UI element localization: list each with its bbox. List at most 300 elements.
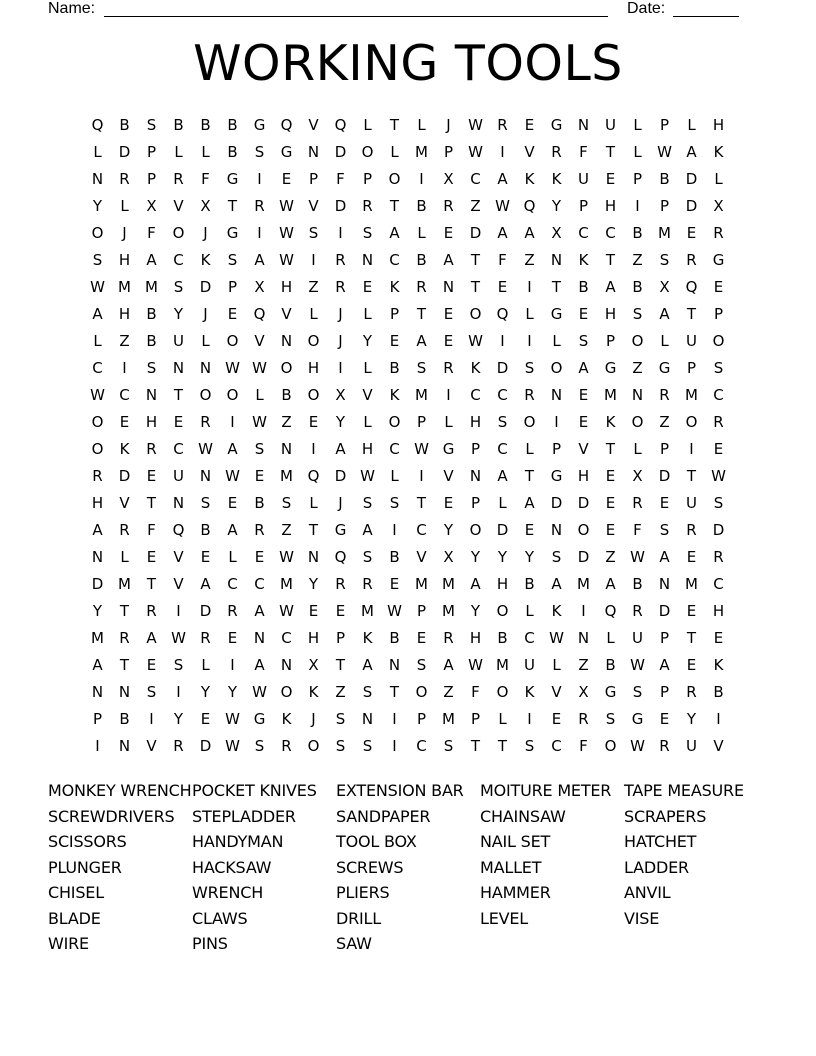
grid-letter[interactable]: S [362, 548, 373, 566]
grid-letter[interactable]: J [122, 224, 127, 242]
grid-letter[interactable]: E [686, 602, 697, 620]
grid-letter[interactable]: E [713, 629, 724, 647]
grid-letter[interactable]: C [92, 359, 103, 377]
grid-letter[interactable]: D [334, 467, 347, 485]
grid-letter[interactable]: P [92, 710, 103, 728]
grid-letter[interactable]: P [551, 440, 562, 458]
grid-letter[interactable]: H [712, 602, 725, 620]
grid-letter[interactable]: W [630, 737, 645, 755]
grid-letter[interactable]: E [119, 413, 130, 431]
grid-letter[interactable]: N [199, 359, 212, 377]
grid-letter[interactable]: L [444, 413, 453, 431]
grid-letter[interactable]: F [147, 224, 156, 242]
grid-letter[interactable]: M [280, 575, 293, 593]
grid-letter[interactable]: D [496, 521, 509, 539]
grid-letter[interactable]: N [388, 656, 401, 674]
grid-letter[interactable]: Z [632, 359, 643, 377]
grid-letter[interactable]: G [253, 116, 266, 134]
grid-letter[interactable]: N [442, 278, 455, 296]
grid-letter[interactable]: T [470, 737, 481, 755]
grid-letter[interactable]: H [604, 197, 617, 215]
grid-letter[interactable]: T [308, 521, 319, 539]
grid-letter[interactable]: L [363, 359, 372, 377]
grid-letter[interactable]: I [176, 602, 181, 620]
grid-letter[interactable]: O [388, 170, 401, 188]
grid-letter[interactable]: K [713, 143, 724, 161]
grid-letter[interactable]: R [443, 197, 454, 215]
grid-letter[interactable]: T [227, 197, 238, 215]
grid-letter[interactable]: H [280, 278, 293, 296]
grid-letter[interactable]: L [201, 332, 210, 350]
grid-letter[interactable]: D [496, 359, 509, 377]
grid-letter[interactable]: E [578, 386, 589, 404]
grid-letter[interactable]: I [230, 413, 235, 431]
grid-letter[interactable]: R [146, 440, 157, 458]
grid-letter[interactable]: N [91, 170, 104, 188]
grid-letter[interactable]: D [334, 197, 347, 215]
grid-letter[interactable]: S [632, 305, 643, 323]
grid-letter[interactable]: G [604, 683, 617, 701]
grid-letter[interactable]: I [500, 332, 505, 350]
grid-letter[interactable]: S [173, 278, 184, 296]
grid-letter[interactable]: W [171, 629, 186, 647]
grid-letter[interactable]: E [659, 710, 670, 728]
grid-letter[interactable]: H [604, 305, 617, 323]
grid-letter[interactable]: A [497, 467, 508, 485]
grid-letter[interactable]: K [389, 278, 400, 296]
grid-letter[interactable]: J [446, 116, 451, 134]
grid-letter[interactable]: O [307, 737, 320, 755]
grid-letter[interactable]: B [632, 224, 643, 242]
grid-letter[interactable]: U [524, 656, 535, 674]
grid-letter[interactable]: T [686, 629, 697, 647]
grid-letter[interactable]: A [470, 575, 481, 593]
grid-letter[interactable]: O [226, 332, 239, 350]
grid-letter[interactable]: I [527, 332, 532, 350]
grid-letter[interactable]: T [335, 656, 346, 674]
grid-letter[interactable]: P [659, 629, 670, 647]
grid-letter[interactable]: Y [92, 602, 103, 620]
grid-letter[interactable]: A [146, 251, 157, 269]
grid-letter[interactable]: I [122, 359, 127, 377]
grid-letter[interactable]: A [92, 305, 103, 323]
grid-letter[interactable]: L [633, 440, 642, 458]
grid-letter[interactable]: S [443, 737, 454, 755]
grid-letter[interactable]: G [604, 359, 617, 377]
grid-letter[interactable]: P [443, 143, 454, 161]
grid-letter[interactable]: F [579, 737, 588, 755]
grid-letter[interactable]: D [550, 494, 563, 512]
grid-letter[interactable]: S [389, 494, 400, 512]
grid-letter[interactable]: W [279, 602, 294, 620]
grid-letter[interactable]: E [686, 548, 697, 566]
grid-letter[interactable]: V [281, 305, 292, 323]
grid-letter[interactable]: W [252, 359, 267, 377]
grid-letter[interactable]: X [335, 386, 346, 404]
grid-letter[interactable]: X [308, 656, 319, 674]
grid-letter[interactable]: S [362, 494, 373, 512]
grid-letter[interactable]: A [443, 656, 454, 674]
grid-letter[interactable]: D [685, 170, 698, 188]
grid-letter[interactable]: E [281, 170, 292, 188]
grid-letter[interactable]: L [309, 494, 318, 512]
grid-letter[interactable]: Y [308, 575, 319, 593]
grid-letter[interactable]: I [338, 359, 343, 377]
grid-letter[interactable]: T [605, 143, 616, 161]
grid-letter[interactable]: S [335, 710, 346, 728]
grid-letter[interactable]: I [716, 710, 721, 728]
grid-letter[interactable]: E [254, 467, 265, 485]
grid-letter[interactable]: N [550, 251, 563, 269]
grid-letter[interactable]: W [279, 224, 294, 242]
grid-letter[interactable]: I [689, 440, 694, 458]
grid-letter[interactable]: T [173, 386, 184, 404]
grid-letter[interactable]: Q [334, 548, 347, 566]
grid-letter[interactable]: O [712, 332, 725, 350]
grid-letter[interactable]: S [335, 737, 346, 755]
grid-letter[interactable]: O [307, 386, 320, 404]
grid-letter[interactable]: M [442, 710, 455, 728]
grid-letter[interactable]: C [254, 575, 265, 593]
grid-letter[interactable]: M [685, 386, 698, 404]
grid-letter[interactable]: T [686, 467, 697, 485]
grid-letter[interactable]: R [443, 359, 454, 377]
grid-letter[interactable]: Q [91, 116, 104, 134]
grid-letter[interactable]: K [389, 386, 400, 404]
grid-letter[interactable]: E [686, 656, 697, 674]
grid-letter[interactable]: F [471, 683, 480, 701]
grid-letter[interactable]: B [497, 629, 508, 647]
grid-letter[interactable]: R [524, 386, 535, 404]
grid-letter[interactable]: M [145, 278, 158, 296]
grid-letter[interactable]: Q [253, 305, 266, 323]
grid-letter[interactable]: V [254, 332, 265, 350]
grid-letter[interactable]: X [659, 278, 670, 296]
grid-letter[interactable]: G [550, 467, 563, 485]
grid-letter[interactable]: J [338, 305, 343, 323]
grid-letter[interactable]: A [659, 548, 670, 566]
grid-letter[interactable]: C [470, 386, 481, 404]
grid-letter[interactable]: A [524, 224, 535, 242]
grid-letter[interactable]: T [416, 305, 427, 323]
grid-letter[interactable]: V [524, 143, 535, 161]
grid-letter[interactable]: W [549, 629, 564, 647]
grid-letter[interactable]: G [712, 251, 725, 269]
grid-letter[interactable]: Q [307, 467, 320, 485]
grid-letter[interactable]: L [93, 143, 102, 161]
grid-letter[interactable]: W [279, 548, 294, 566]
grid-letter[interactable]: S [308, 224, 319, 242]
grid-letter[interactable]: H [496, 575, 509, 593]
grid-letter[interactable]: M [361, 602, 374, 620]
grid-letter[interactable]: A [497, 170, 508, 188]
grid-letter[interactable]: L [255, 386, 264, 404]
grid-letter[interactable]: V [713, 737, 724, 755]
grid-letter[interactable]: D [469, 224, 482, 242]
grid-letter[interactable]: F [201, 170, 210, 188]
grid-letter[interactable]: P [605, 332, 616, 350]
grid-letter[interactable]: U [632, 629, 643, 647]
grid-letter[interactable]: M [685, 575, 698, 593]
grid-letter[interactable]: E [443, 224, 454, 242]
grid-letter[interactable]: T [416, 494, 427, 512]
grid-letter[interactable]: T [605, 251, 616, 269]
grid-letter[interactable]: C [227, 575, 238, 593]
grid-letter[interactable]: A [227, 440, 238, 458]
grid-letter[interactable]: W [630, 656, 645, 674]
grid-letter[interactable]: O [469, 521, 482, 539]
grid-letter[interactable]: N [550, 386, 563, 404]
grid-letter[interactable]: O [307, 332, 320, 350]
grid-letter[interactable]: T [146, 494, 157, 512]
grid-letter[interactable]: B [605, 656, 616, 674]
grid-letter[interactable]: Q [496, 305, 509, 323]
grid-letter[interactable]: A [497, 224, 508, 242]
grid-letter[interactable]: L [660, 332, 669, 350]
grid-letter[interactable]: V [173, 548, 184, 566]
grid-letter[interactable]: K [119, 440, 130, 458]
grid-letter[interactable]: E [605, 521, 616, 539]
grid-letter[interactable]: A [551, 575, 562, 593]
grid-letter[interactable]: R [659, 386, 670, 404]
grid-letter[interactable]: A [605, 278, 616, 296]
grid-letter[interactable]: N [307, 143, 320, 161]
grid-letter[interactable]: W [198, 440, 213, 458]
grid-letter[interactable]: K [551, 602, 562, 620]
grid-letter[interactable]: Y [470, 548, 481, 566]
grid-letter[interactable]: V [443, 467, 454, 485]
grid-letter[interactable]: X [632, 467, 643, 485]
grid-letter[interactable]: S [146, 683, 157, 701]
grid-letter[interactable]: N [118, 683, 131, 701]
grid-letter[interactable]: Y [173, 305, 184, 323]
grid-letter[interactable]: D [199, 737, 212, 755]
grid-letter[interactable]: O [550, 359, 563, 377]
grid-letter[interactable]: N [253, 629, 266, 647]
grid-letter[interactable]: Y [686, 710, 697, 728]
grid-letter[interactable]: S [497, 413, 508, 431]
grid-letter[interactable]: S [146, 359, 157, 377]
grid-letter[interactable]: M [496, 656, 509, 674]
grid-letter[interactable]: W [468, 116, 483, 134]
grid-letter[interactable]: P [227, 278, 238, 296]
grid-letter[interactable]: S [254, 737, 265, 755]
grid-letter[interactable]: O [388, 413, 401, 431]
grid-letter[interactable]: O [280, 359, 293, 377]
grid-letter[interactable]: H [469, 413, 482, 431]
grid-letter[interactable]: A [92, 521, 103, 539]
grid-letter[interactable]: H [145, 413, 158, 431]
grid-letter[interactable]: A [362, 656, 373, 674]
grid-letter[interactable]: L [390, 467, 399, 485]
grid-letter[interactable]: B [524, 575, 535, 593]
grid-letter[interactable]: C [389, 251, 400, 269]
grid-letter[interactable]: Y [200, 683, 211, 701]
grid-letter[interactable]: L [498, 710, 507, 728]
grid-letter[interactable]: E [443, 332, 454, 350]
grid-letter[interactable]: D [577, 548, 590, 566]
grid-letter[interactable]: B [416, 197, 427, 215]
grid-letter[interactable]: E [524, 116, 535, 134]
grid-letter[interactable]: D [712, 521, 725, 539]
grid-letter[interactable]: O [226, 386, 239, 404]
grid-letter[interactable]: E [308, 602, 319, 620]
grid-letter[interactable]: S [362, 683, 373, 701]
grid-letter[interactable]: G [253, 710, 266, 728]
grid-letter[interactable]: E [713, 440, 724, 458]
grid-letter[interactable]: C [605, 224, 616, 242]
grid-letter[interactable]: H [577, 467, 590, 485]
grid-letter[interactable]: O [631, 413, 644, 431]
grid-letter[interactable]: W [495, 197, 510, 215]
grid-letter[interactable]: L [174, 143, 183, 161]
grid-letter[interactable]: L [120, 197, 129, 215]
grid-letter[interactable]: A [335, 440, 346, 458]
grid-letter[interactable]: O [604, 737, 617, 755]
grid-letter[interactable]: P [416, 413, 427, 431]
grid-letter[interactable]: Z [308, 278, 319, 296]
grid-letter[interactable]: W [387, 602, 402, 620]
grid-letter[interactable]: K [578, 251, 589, 269]
grid-letter[interactable]: O [685, 413, 698, 431]
grid-letter[interactable]: P [416, 710, 427, 728]
grid-letter[interactable]: Z [470, 197, 481, 215]
grid-letter[interactable]: V [416, 548, 427, 566]
grid-letter[interactable]: E [146, 467, 157, 485]
grid-letter[interactable]: W [468, 143, 483, 161]
grid-letter[interactable]: B [632, 278, 643, 296]
grid-letter[interactable]: O [469, 305, 482, 323]
grid-letter[interactable]: A [227, 521, 238, 539]
grid-letter[interactable]: P [146, 170, 157, 188]
grid-letter[interactable]: R [362, 575, 373, 593]
date-blank-line[interactable] [673, 16, 739, 17]
grid-letter[interactable]: R [119, 170, 130, 188]
grid-letter[interactable]: Q [172, 521, 185, 539]
grid-letter[interactable]: Z [605, 548, 616, 566]
grid-letter[interactable]: C [713, 575, 724, 593]
grid-letter[interactable]: E [713, 278, 724, 296]
grid-letter[interactable]: A [416, 332, 427, 350]
grid-letter[interactable]: L [633, 143, 642, 161]
grid-letter[interactable]: D [118, 467, 131, 485]
grid-letter[interactable]: X [551, 224, 562, 242]
grid-letter[interactable]: R [92, 467, 103, 485]
grid-letter[interactable]: F [336, 170, 345, 188]
grid-letter[interactable]: G [226, 224, 239, 242]
grid-letter[interactable]: P [335, 629, 346, 647]
grid-letter[interactable]: D [658, 467, 671, 485]
grid-letter[interactable]: I [338, 224, 343, 242]
grid-letter[interactable]: M [415, 143, 428, 161]
grid-letter[interactable]: W [711, 467, 726, 485]
grid-letter[interactable]: Z [443, 683, 454, 701]
grid-letter[interactable]: R [335, 575, 346, 593]
grid-letter[interactable]: S [551, 548, 562, 566]
grid-letter[interactable]: M [415, 386, 428, 404]
grid-letter[interactable]: N [361, 251, 374, 269]
grid-letter[interactable]: C [389, 440, 400, 458]
grid-letter[interactable]: T [524, 467, 535, 485]
grid-letter[interactable]: O [577, 521, 590, 539]
grid-letter[interactable]: K [605, 413, 616, 431]
grid-letter[interactable]: B [578, 278, 589, 296]
grid-letter[interactable]: R [119, 629, 130, 647]
grid-letter[interactable]: S [227, 251, 238, 269]
grid-letter[interactable]: P [659, 440, 670, 458]
grid-letter[interactable]: U [173, 467, 184, 485]
grid-letter[interactable]: L [606, 629, 615, 647]
grid-letter[interactable]: T [497, 737, 508, 755]
grid-letter[interactable]: U [686, 332, 697, 350]
grid-letter[interactable]: I [176, 683, 181, 701]
grid-letter[interactable]: P [578, 197, 589, 215]
grid-letter[interactable]: L [201, 143, 210, 161]
grid-letter[interactable]: X [254, 278, 265, 296]
grid-letter[interactable]: N [172, 494, 185, 512]
grid-letter[interactable]: C [497, 386, 508, 404]
grid-letter[interactable]: I [392, 737, 397, 755]
grid-letter[interactable]: P [713, 305, 724, 323]
grid-letter[interactable]: E [227, 629, 238, 647]
grid-letter[interactable]: R [173, 170, 184, 188]
grid-letter[interactable]: W [90, 386, 105, 404]
grid-letter[interactable]: A [254, 251, 265, 269]
grid-letter[interactable]: R [686, 683, 697, 701]
grid-letter[interactable]: T [551, 278, 562, 296]
grid-letter[interactable]: I [419, 170, 424, 188]
grid-letter[interactable]: R [578, 710, 589, 728]
grid-letter[interactable]: E [227, 305, 238, 323]
grid-letter[interactable]: B [227, 116, 238, 134]
grid-letter[interactable]: W [252, 413, 267, 431]
grid-letter[interactable]: C [416, 521, 427, 539]
grid-letter[interactable]: I [500, 143, 505, 161]
grid-letter[interactable]: R [497, 116, 508, 134]
grid-letter[interactable]: C [173, 251, 184, 269]
grid-letter[interactable]: N [307, 548, 320, 566]
grid-letter[interactable]: T [119, 656, 130, 674]
grid-letter[interactable]: V [551, 683, 562, 701]
grid-letter[interactable]: K [281, 710, 292, 728]
grid-letter[interactable]: J [203, 224, 208, 242]
grid-letter[interactable]: U [173, 332, 184, 350]
grid-letter[interactable]: C [713, 386, 724, 404]
grid-letter[interactable]: R [254, 521, 265, 539]
grid-letter[interactable]: B [416, 251, 427, 269]
grid-letter[interactable]: B [119, 710, 130, 728]
grid-letter[interactable]: G [442, 440, 455, 458]
grid-letter[interactable]: L [525, 602, 534, 620]
grid-letter[interactable]: A [362, 521, 373, 539]
grid-letter[interactable]: O [91, 224, 104, 242]
grid-letter[interactable]: L [363, 305, 372, 323]
grid-letter[interactable]: C [470, 170, 481, 188]
grid-letter[interactable]: L [525, 440, 534, 458]
grid-letter[interactable]: R [200, 413, 211, 431]
grid-letter[interactable]: D [199, 602, 212, 620]
grid-letter[interactable]: I [554, 413, 559, 431]
grid-letter[interactable]: Y [497, 548, 508, 566]
grid-letter[interactable]: O [631, 332, 644, 350]
grid-letter[interactable]: T [470, 251, 481, 269]
grid-letter[interactable]: L [498, 494, 507, 512]
grid-letter[interactable]: M [415, 575, 428, 593]
grid-letter[interactable]: B [119, 116, 130, 134]
grid-letter[interactable]: E [524, 521, 535, 539]
grid-letter[interactable]: N [550, 521, 563, 539]
grid-letter[interactable]: Z [119, 332, 130, 350]
